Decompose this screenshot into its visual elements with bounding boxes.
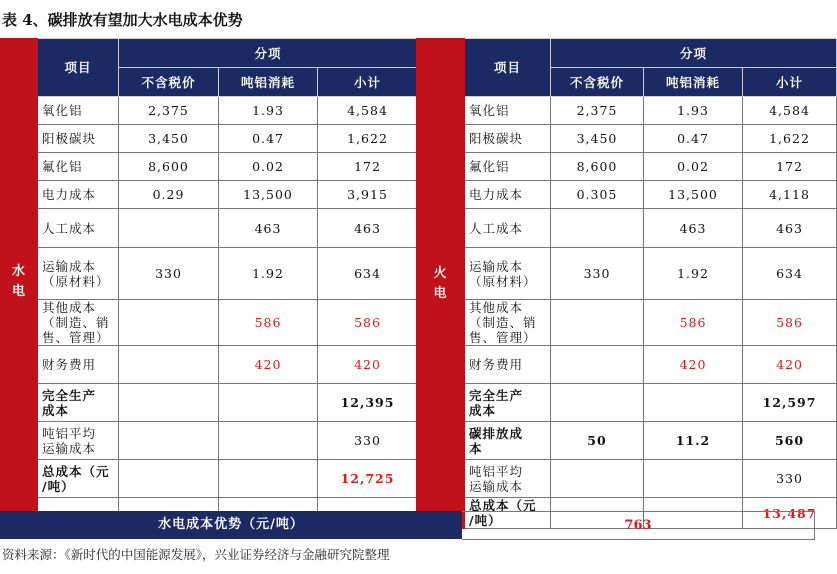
- cell-subtotal: 560: [743, 422, 837, 460]
- table-row: [417, 460, 837, 498]
- cell-subtotal: 172: [318, 153, 418, 181]
- cell-price: 0.29: [119, 181, 219, 209]
- row-label: 电力成本: [465, 181, 551, 209]
- row-label: 电力成本: [38, 181, 119, 209]
- cell-consumption: 13,500: [644, 181, 743, 209]
- cell-consumption: 586: [219, 300, 318, 346]
- hydro-cost-table: [0, 38, 418, 526]
- thermal-cost-table: [416, 38, 837, 529]
- cell-price: [551, 300, 644, 346]
- row-label: 阳极碳块: [38, 125, 119, 153]
- cell-consumption: [644, 384, 743, 422]
- table-title: 表 4、碳排放有望加大水电成本优势: [2, 11, 243, 29]
- row-label: 氧化铝: [38, 97, 119, 125]
- table-row: [1, 384, 418, 422]
- cell-subtotal: 330: [318, 422, 418, 460]
- cell-consumption: 463: [219, 209, 318, 248]
- cell-price: 50: [551, 422, 644, 460]
- row-label: 运输成本 （原材料）: [465, 248, 551, 300]
- cell-consumption: 1.93: [644, 97, 743, 125]
- cell-price: [119, 346, 219, 384]
- col-header-group: 分项: [551, 39, 837, 68]
- cell-consumption: 0.47: [219, 125, 318, 153]
- cell-consumption: 1.92: [644, 248, 743, 300]
- cell-subtotal: 4,118: [743, 181, 837, 209]
- advantage-value: 763: [462, 511, 815, 540]
- table-row: [417, 384, 837, 422]
- row-label: 总成本（元 /吨）: [465, 498, 551, 529]
- row-label: 总成本（元 /吨）: [38, 460, 119, 498]
- cell-subtotal: 13,487: [743, 498, 837, 529]
- row-label: 氟化铝: [38, 153, 119, 181]
- row-label: 氧化铝: [465, 97, 551, 125]
- table-row: [1, 300, 418, 346]
- cell-subtotal: 463: [318, 209, 418, 248]
- table-row: [417, 300, 837, 346]
- cell-subtotal: 586: [743, 300, 837, 346]
- cell-price: 2,375: [119, 97, 219, 125]
- cell-price: [119, 422, 219, 460]
- row-label: 财务费用: [465, 346, 551, 384]
- cell-consumption: 0.02: [644, 153, 743, 181]
- cell-subtotal: 634: [318, 248, 418, 300]
- cell-price: [119, 460, 219, 498]
- advantage-label: 水电成本优势（元/吨）: [0, 511, 462, 539]
- table-row: [1, 209, 418, 248]
- cell-price: [551, 460, 644, 498]
- table-row: [1, 181, 418, 209]
- cell-subtotal: 420: [743, 346, 837, 384]
- cell-subtotal: 12,597: [743, 384, 837, 422]
- cell-subtotal: 1,622: [743, 125, 837, 153]
- cell-consumption: 1.93: [219, 97, 318, 125]
- table-row: [1, 153, 418, 181]
- cell-price: 2,375: [551, 97, 644, 125]
- row-label: 氟化铝: [465, 153, 551, 181]
- cell-subtotal: 1,622: [318, 125, 418, 153]
- row-label: 吨铝平均 运输成本: [465, 460, 551, 498]
- cell-subtotal: 586: [318, 300, 418, 346]
- cell-price: 8,600: [119, 153, 219, 181]
- cell-price: [119, 300, 219, 346]
- cell-price: 0.305: [551, 181, 644, 209]
- cell-consumption: 11.2: [644, 422, 743, 460]
- table-row: [1, 346, 418, 384]
- cell-subtotal: 634: [743, 248, 837, 300]
- cell-consumption: [219, 422, 318, 460]
- col-header-group: 分项: [119, 39, 418, 68]
- cell-price: [551, 209, 644, 248]
- col-header-item: 项目: [38, 39, 119, 97]
- source-note: 资料来源：《新时代的中国能源发展》，兴业证券经济与金融研究院整理: [2, 547, 390, 562]
- col-header-subtotal: 小计: [318, 68, 418, 97]
- cell-price: 3,450: [551, 125, 644, 153]
- cell-consumption: 586: [644, 300, 743, 346]
- table-row: [417, 209, 837, 248]
- table-row: [417, 125, 837, 153]
- table-row: [417, 422, 837, 460]
- table-row: [417, 153, 837, 181]
- table-row: [1, 97, 418, 125]
- row-label: 运输成本 （原材料）: [38, 248, 119, 300]
- advantage-row: [0, 511, 815, 540]
- cell-consumption: 0.02: [219, 153, 318, 181]
- table-row: [1, 460, 418, 498]
- cell-price: [551, 346, 644, 384]
- cell-price: 330: [551, 248, 644, 300]
- cell-subtotal: 12,395: [318, 384, 418, 422]
- cell-price: 3,450: [119, 125, 219, 153]
- col-header-consumption: 吨铝消耗: [219, 68, 318, 97]
- col-header-consumption: 吨铝消耗: [644, 68, 743, 97]
- row-label: 人工成本: [465, 209, 551, 248]
- cell-subtotal: 4,584: [318, 97, 418, 125]
- row-label: 阳极碳块: [465, 125, 551, 153]
- row-label: 完全生产 成本: [465, 384, 551, 422]
- row-label: 人工成本: [38, 209, 119, 248]
- col-header-item: 项目: [465, 39, 551, 97]
- row-label: 完全生产 成本: [38, 384, 119, 422]
- row-label: 财务费用: [38, 346, 119, 384]
- cell-consumption: 1.92: [219, 248, 318, 300]
- cell-price: [119, 209, 219, 248]
- cell-subtotal: 12,725: [318, 460, 418, 498]
- table-row: [1, 248, 418, 300]
- row-label: 其他成本 （制造、销 售、管理）: [465, 300, 551, 346]
- cell-subtotal: 463: [743, 209, 837, 248]
- cell-consumption: 463: [644, 209, 743, 248]
- thermal-side-label: 火 电: [417, 39, 465, 529]
- row-label: 其他成本 （制造、销 售、管理）: [38, 300, 119, 346]
- cell-price: 330: [119, 248, 219, 300]
- cell-price: [551, 384, 644, 422]
- table-row: [417, 346, 837, 384]
- cell-subtotal: 4,584: [743, 97, 837, 125]
- col-header-price: 不含税价: [119, 68, 219, 97]
- row-label: 吨铝平均 运输成本: [38, 422, 119, 460]
- cell-price: [119, 384, 219, 422]
- table-row: [1, 422, 418, 460]
- cell-consumption: [219, 460, 318, 498]
- table-row: [1, 125, 418, 153]
- cell-consumption: 420: [644, 346, 743, 384]
- cell-subtotal: 172: [743, 153, 837, 181]
- hydro-side-label: 水 电: [1, 39, 38, 526]
- col-header-price: 不含税价: [551, 68, 644, 97]
- cell-price: 8,600: [551, 153, 644, 181]
- cell-consumption: 13,500: [219, 181, 318, 209]
- cell-subtotal: 420: [318, 346, 418, 384]
- col-header-subtotal: 小计: [743, 68, 837, 97]
- table-row: [417, 248, 837, 300]
- cell-consumption: 420: [219, 346, 318, 384]
- cell-consumption: [644, 460, 743, 498]
- cell-consumption: [219, 384, 318, 422]
- cell-subtotal: 3,915: [318, 181, 418, 209]
- cell-consumption: 0.47: [644, 125, 743, 153]
- table-row: [417, 97, 837, 125]
- cell-subtotal: 330: [743, 460, 837, 498]
- table-row: [417, 181, 837, 209]
- row-label: 碳排放成 本: [465, 422, 551, 460]
